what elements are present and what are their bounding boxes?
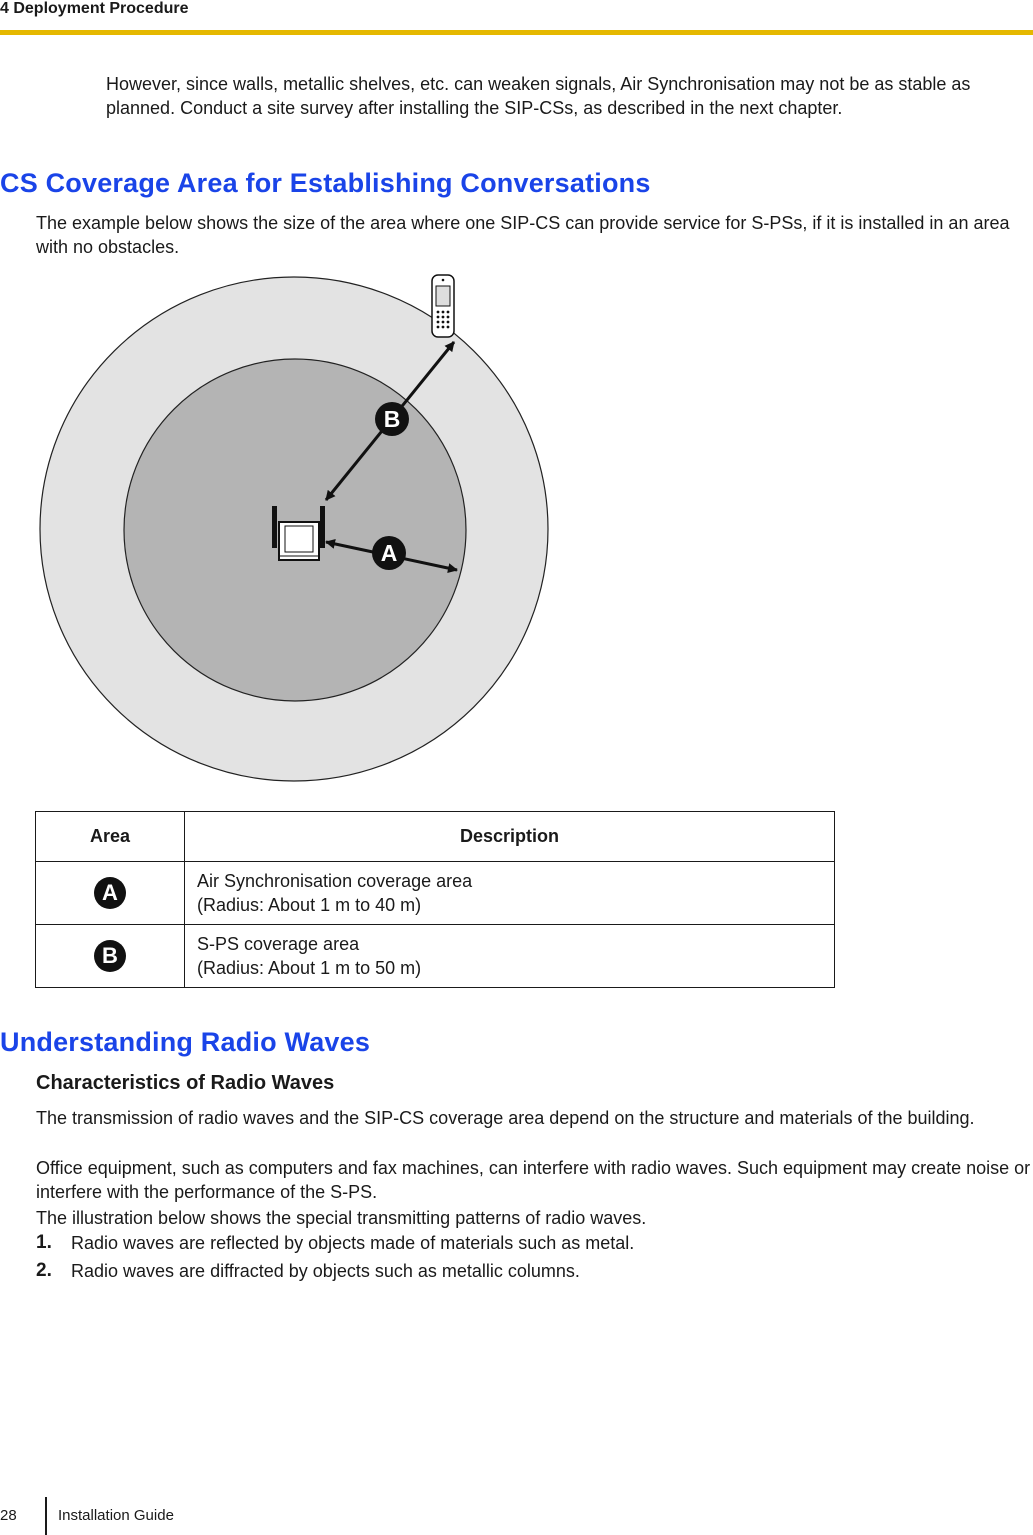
coverage-table [35, 811, 835, 988]
running-header-title: 4 Deployment Procedure [0, 0, 189, 17]
header-rule [0, 30, 1033, 35]
list-item [36, 1231, 1033, 1255]
table-cell-description [185, 862, 835, 925]
page-number: 28 [0, 1507, 17, 1524]
list-item-text: Radio waves are diffracted by objects such as metallic columns. [71, 1261, 580, 1281]
area-a-badge: A [94, 877, 126, 909]
handset-icon [432, 275, 454, 337]
table-cell-area [36, 862, 185, 925]
list-item-number: 2. [36, 1260, 52, 1281]
table-header-row [36, 812, 835, 862]
table-cell-area [36, 925, 185, 988]
table-cell-description [185, 925, 835, 988]
table-row [36, 925, 835, 988]
description-radius: (Radius: About 1 m to 40 m) [197, 895, 422, 915]
list-item-text: Radio waves are reflected by objects made of materials such as metal. [71, 1233, 635, 1253]
table-header-description: Description [185, 812, 835, 862]
coverage-paragraph: The example below shows the size of the area where one SIP-CS can provide service for S-PSs, if it is installed in an area with no obstacles. [36, 213, 1010, 257]
radio-paragraph-1: The transmission of radio waves and the SIP-CS coverage area depend on the structure and materials of the building. [36, 1108, 975, 1128]
area-b-badge: B [94, 940, 126, 972]
description-line: Air Synchronisation coverage area [197, 871, 473, 891]
label-a-text: A [380, 540, 398, 566]
intro-paragraph: However, since walls, metallic shelves, etc. can weaken signals, Air Synchronisation may not be as stable as planned. Conduct a site survey after installing the SIP-CSs, as described in the next chapter. [106, 74, 971, 118]
radio-paragraph-2: Office equipment, such as computers and fax machines, can interfere with radio waves. Such equipment may create noise or interfere with the performance of the S-PS. [36, 1158, 1031, 1202]
description-line: S-PS coverage area [197, 934, 360, 954]
label-b-text: B [383, 406, 401, 432]
radio-wave-list [36, 1231, 1033, 1283]
list-item-number: 1. [36, 1232, 52, 1253]
coverage-diagram [36, 270, 556, 790]
table-row [36, 862, 835, 925]
footer-divider [45, 1497, 47, 1535]
radio-paragraph-3: The illustration below shows the special transmitting patterns of radio waves. [36, 1208, 647, 1228]
table-header-area: Area [36, 812, 185, 862]
section-heading-coverage: CS Coverage Area for Establishing Conversations [0, 168, 651, 198]
footer-doc-title: Installation Guide [58, 1507, 174, 1524]
section-heading-radio-waves: Understanding Radio Waves [0, 1027, 371, 1057]
subheading-characteristics: Characteristics of Radio Waves [36, 1072, 335, 1094]
list-item [36, 1259, 1033, 1283]
description-radius: (Radius: About 1 m to 50 m) [197, 958, 422, 978]
